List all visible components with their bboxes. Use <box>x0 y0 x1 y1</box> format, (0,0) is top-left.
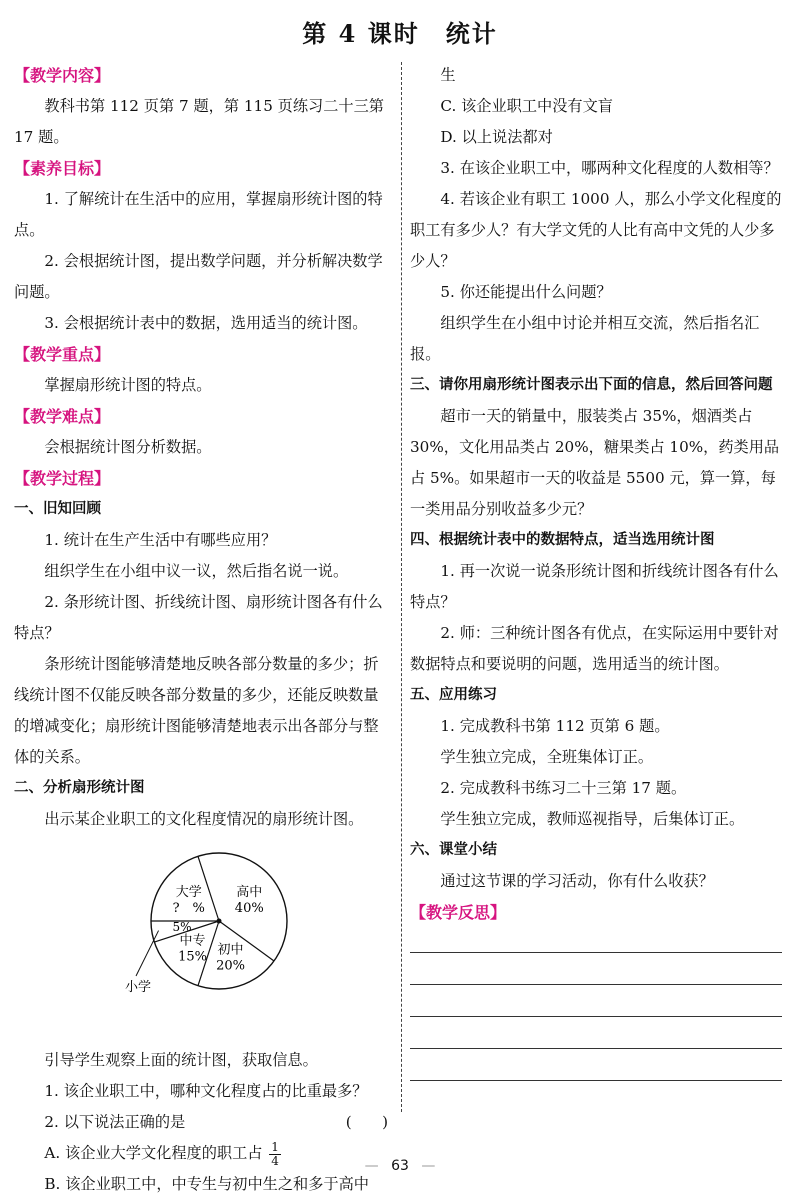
heading-summary: 六、课堂小结 <box>410 842 497 858</box>
option-b: B. 该企业职工中，中专生与初中生之和多于高中 <box>44 1175 369 1193</box>
practice-1: 1. 完成教科书第 112 页第 6 题。 <box>440 717 670 735</box>
analyze-2: 引导学生观察上面的统计图，获取信息。 <box>44 1051 318 1069</box>
pie-slice-label <box>178 932 207 964</box>
page-dash-left: — <box>364 1158 379 1174</box>
reflection-line <box>410 953 782 985</box>
page-title: 第 4 课时 统计 <box>302 19 498 48</box>
option-b-continued: 生 <box>440 66 456 84</box>
page-number-value: 63 <box>391 1158 409 1174</box>
heading-practice: 五、应用练习 <box>410 687 497 703</box>
pie-slice-value: 20% <box>216 958 246 974</box>
left-column <box>14 60 392 1200</box>
review-1: 1. 统计在生产生活中有哪些应用？ <box>44 531 277 549</box>
column-divider <box>401 62 402 1112</box>
review-2: 组织学生在小组中议一议，然后指名说一说。 <box>44 562 349 580</box>
pie-chart-svg <box>124 841 304 1041</box>
goal-2: 2. 会根据统计图，提出数学问题，并分析解决数学问题。 <box>14 252 383 301</box>
section-tag-content: 【教学内容】 <box>14 66 111 85</box>
section-tag-process: 【教学过程】 <box>14 469 111 488</box>
review-4: 条形统计图能够清楚地反映各部分数量的多少；折线统计图不仅能反映各部分数量的多少，还能反映数量的增减变化；扇形统计图能够清楚地表示出各部分与整体的关系。 <box>14 655 379 766</box>
goal-3: 3. 会根据统计表中的数据，选用适当的统计图。 <box>44 314 368 332</box>
pie-slice-category: 初中 <box>217 942 244 958</box>
fraction-denominator: 4 <box>271 1153 279 1168</box>
reflection-lines <box>410 928 786 1081</box>
practice-2: 学生独立完成，全班集体订正。 <box>440 748 654 766</box>
supermarket-problem: 超市一天的销量中，服装类占 35%，烟酒类占 30%，文化用品类占 20%，糖果类占 10%，药类用品占 5%。如果超市一天的收益是 5500 元，算一算，每一类用品分别收益多少元？ <box>410 407 780 518</box>
pie-center-dot <box>217 919 222 924</box>
reflection-line <box>410 985 782 1017</box>
group-discussion: 组织学生在小组中讨论并相互交流，然后指名汇报。 <box>410 314 760 363</box>
review-3: 2. 条形统计图、折线统计图、扇形统计图各有什么特点？ <box>14 593 383 642</box>
option-c: C. 该企业职工中没有文盲 <box>440 97 613 115</box>
difficulty-point: 会根据统计图分析数据。 <box>44 438 212 456</box>
content-text: 教科书第 112 页第 7 题，第 115 页练习二十三第 17 题。 <box>14 97 384 146</box>
key-point: 掌握扇形统计图的特点。 <box>44 376 212 394</box>
page-number <box>0 1158 800 1174</box>
practice-4: 学生独立完成，教师巡视指导，后集体订正。 <box>440 810 745 828</box>
heading-analyze-pie: 二、分析扇形统计图 <box>14 780 145 796</box>
pie-slice-category: 大学 <box>175 885 202 901</box>
choose-1: 1. 再一次说一说条形统计图和折线统计图各有什么特点？ <box>410 562 779 611</box>
pie-slice-category: 中专 <box>179 933 206 949</box>
pie-leader-line <box>136 931 159 976</box>
section-tag-goals: 【素养目标】 <box>14 159 111 178</box>
option-d: D. 以上说法都对 <box>440 128 553 146</box>
question-3: 3. 在该企业职工中，哪两种文化程度的人数相等？ <box>440 159 779 177</box>
reflection-line <box>410 1017 782 1049</box>
question-5: 5. 你还能提出什么问题？ <box>440 283 612 301</box>
section-tag-difficulty: 【教学难点】 <box>14 407 111 426</box>
section-tag-reflection: 【教学反思】 <box>410 903 507 922</box>
analyze-1: 出示某企业职工的文化程度情况的扇形统计图。 <box>44 810 364 828</box>
question-1: 1. 该企业职工中，哪种文化程度占的比重最多？ <box>44 1082 368 1100</box>
heading-review: 一、旧知回顾 <box>14 501 101 517</box>
heading-choose-chart: 四、根据统计表中的数据特点，适当选用统计图 <box>410 532 715 548</box>
pie-slice-category: 高中 <box>236 885 263 901</box>
pie-slice-label <box>235 884 264 916</box>
option-a-text: A. 该企业大学文化程度的职工占 <box>44 1144 263 1162</box>
practice-3: 2. 完成教科书练习二十三第 17 题。 <box>440 779 687 797</box>
answer-blank: ( ) <box>345 1113 388 1131</box>
goal-1: 1. 了解统计在生活中的应用，掌握扇形统计图的特点。 <box>14 190 383 239</box>
question-4: 4. 若该企业有职工 1000 人，那么小学文化程度的职工有多少人？有大学文凭的人比有高中文凭的人少多少人？ <box>410 190 782 270</box>
fraction-numerator: 1 <box>271 1139 279 1154</box>
pie-slice-value: 40% <box>234 901 264 917</box>
pie-slice-category: 小学 <box>124 980 152 995</box>
reflection-line <box>410 1049 782 1081</box>
page-dash-right: — <box>421 1158 436 1174</box>
question-2 <box>14 1107 392 1138</box>
pie-slice-label <box>216 942 245 974</box>
pie-slice-value: 5% <box>172 919 192 934</box>
pie-slice-value: ? % <box>172 901 205 917</box>
summary-text: 通过这节课的学习活动，你有什么收获？ <box>440 872 714 890</box>
heading-draw-pie: 三、请你用扇形统计图表示出下面的信息，然后回答问题 <box>410 377 773 393</box>
right-column <box>410 60 786 1081</box>
pie-slice-label <box>173 884 205 916</box>
pie-chart <box>14 835 392 1045</box>
section-tag-key: 【教学重点】 <box>14 345 111 364</box>
choose-2: 2. 师：三种统计图各有优点，在实际运用中要针对数据特点和要说明的问题，选用适当的统计图。 <box>410 624 779 673</box>
pie-slice-value: 15% <box>178 949 208 965</box>
reflection-line <box>410 928 782 953</box>
question-2-text: 2. 以下说法正确的是 <box>44 1113 186 1131</box>
